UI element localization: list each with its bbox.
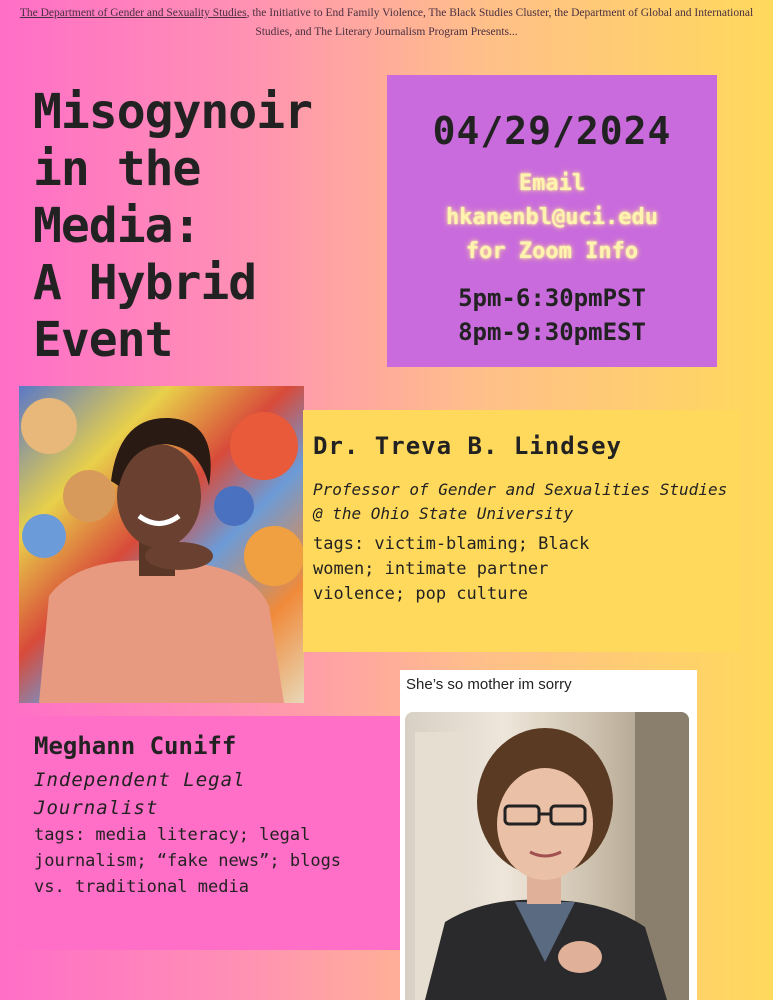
presenter-text: , the Initiative to End Family Violence, The Black Studies Cluster, the Department of Global and International Studies, and The Literary Journalism Program Presents...: [246, 7, 754, 38]
speaker2-role: Independent Legal Journalist: [34, 769, 246, 819]
email-line: for Zoom Info: [465, 239, 639, 264]
speaker2-portrait-illustration: [405, 712, 689, 1000]
title-line: Event: [33, 312, 173, 368]
event-title: [33, 84, 383, 369]
email-line: Email: [518, 171, 586, 196]
speaker1-tags: tags: victim-blaming; Black women; intimate partner violence; pop culture: [313, 534, 590, 604]
title-line: Media:: [33, 198, 201, 254]
event-info-box: [387, 75, 717, 367]
speaker1-role: Professor of Gender and Sexualities Studies @ the Ohio State University: [313, 480, 728, 523]
event-date: 04/29/2024: [432, 109, 672, 153]
speaker1-card: [303, 410, 741, 652]
time-pst: 5pm-6:30pmPST: [458, 284, 646, 312]
email-info: [387, 167, 717, 269]
meme-caption: She’s so mother im sorry: [406, 676, 572, 693]
meme-card: [400, 670, 697, 1000]
speaker1-name: Dr. Treva B. Lindsey: [313, 432, 622, 460]
speaker2-card: [16, 716, 400, 950]
title-line: Misogynoir: [33, 84, 312, 140]
time-est: 8pm-9:30pmEST: [458, 318, 646, 346]
event-times: [387, 281, 717, 349]
speaker2-name: Meghann Cuniff: [34, 732, 237, 760]
presenter-link[interactable]: The Department of Gender and Sexuality Studies: [19, 7, 247, 19]
speaker2-photo: [405, 712, 689, 1000]
speaker1-portrait-illustration: [19, 386, 304, 703]
speaker2-tags: tags: media literacy; legal journalism; “fake news”; blogs vs. traditional media: [34, 825, 342, 897]
presenters-header: [10, 4, 763, 42]
title-line: A Hybrid: [33, 255, 257, 311]
speaker1-photo: [19, 386, 304, 703]
title-line: in the: [33, 141, 201, 197]
email-address-link[interactable]: hkanenbl@uci.edu: [446, 205, 658, 230]
